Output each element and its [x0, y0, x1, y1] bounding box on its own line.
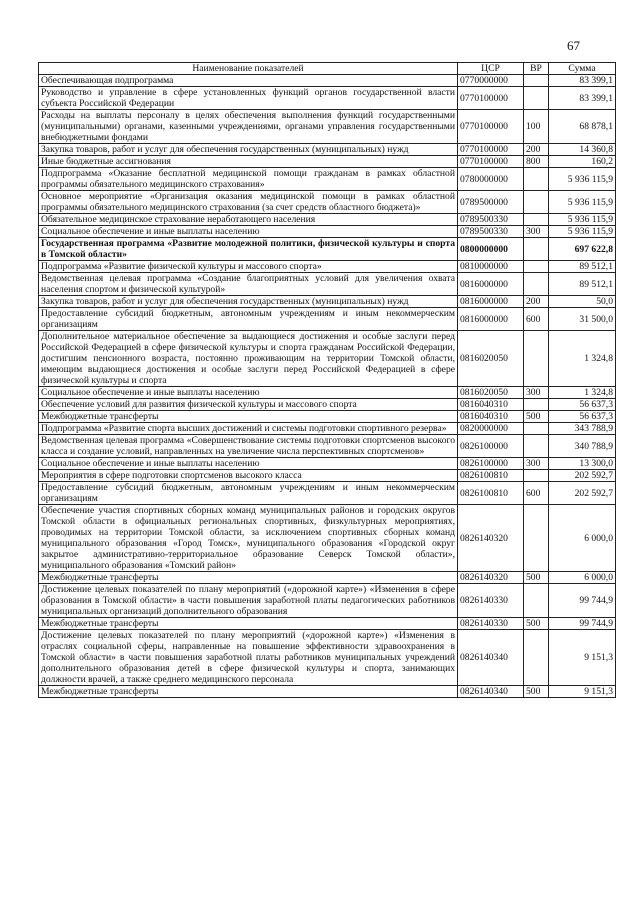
row-csr: 0826140320 [458, 505, 524, 572]
row-csr: 0770100000 [458, 156, 524, 168]
table-header-row [39, 63, 616, 75]
row-csr: 0816040310 [458, 399, 524, 411]
row-vr [524, 630, 549, 686]
row-csr: 0770000000 [458, 75, 524, 87]
table-row [39, 273, 616, 296]
row-csr: 0789500000 [458, 191, 524, 214]
row-csr: 0816000000 [458, 273, 524, 296]
row-vr: 300 [524, 387, 549, 399]
table-row [39, 144, 616, 156]
table-row [39, 387, 616, 399]
table-row [39, 296, 616, 308]
budget-table [38, 62, 616, 698]
row-name: Обеспечивающая подпрограмма [39, 75, 458, 87]
row-csr: 0816020050 [458, 387, 524, 399]
row-vr [524, 423, 549, 435]
row-sum: 5 936 115,9 [549, 214, 616, 226]
row-sum: 83 399,1 [549, 87, 616, 110]
row-csr: 0800000000 [458, 238, 524, 261]
row-name: Расходы на выплаты персоналу в целях обеспечения выполнения функций государственными (муниципальными) органами, казенными учреждениями, органами управления государственными внебюджетными фондами [39, 110, 458, 144]
row-csr: 0770100000 [458, 87, 524, 110]
table-row [39, 261, 616, 273]
row-sum: 343 788,9 [549, 423, 616, 435]
row-name: Социальное обеспечение и иные выплаты населению [39, 226, 458, 238]
row-name: Достижение целевых показателей по плану мероприятий («дорожной карте») «Изменения в отраслях социальной сферы, направленные на повышение эффективности здравоохранения в Томской области» в части повышения заработной платы работников муниципальных учреждений дополнительного образования детей в сфере физической культуры и спорта, занимающих должности врачей, а также среднего медицинского персонала [39, 630, 458, 686]
row-sum: 31 500,0 [549, 308, 616, 331]
row-sum: 160,2 [549, 156, 616, 168]
row-name: Иные бюджетные ассигнования [39, 156, 458, 168]
table-row [39, 214, 616, 226]
row-name: Обеспечение условий для развития физической культуры и массового спорта [39, 399, 458, 411]
row-vr [524, 584, 549, 618]
row-vr [524, 168, 549, 191]
row-vr [524, 261, 549, 273]
row-sum: 50,0 [549, 296, 616, 308]
table-row [39, 331, 616, 387]
row-name: Подпрограмма «Развитие спорта высших достижений и системы подготовки спортивного резерва» [39, 423, 458, 435]
row-sum: 5 936 115,9 [549, 226, 616, 238]
row-sum: 202 592,7 [549, 470, 616, 482]
row-vr [524, 505, 549, 572]
row-csr: 0789500330 [458, 214, 524, 226]
row-csr: 0816000000 [458, 308, 524, 331]
row-sum: 13 300,0 [549, 458, 616, 470]
row-vr [524, 435, 549, 458]
row-sum: 89 512,1 [549, 273, 616, 296]
row-csr: 0826100000 [458, 458, 524, 470]
row-name: Ведомственная целевая программа «Создание благоприятных условий для увеличения охвата населения спортом и физической культурой» [39, 273, 458, 296]
row-name: Закупка товаров, работ и услуг для обеспечения государственных (муниципальных) нужд [39, 296, 458, 308]
row-name: Социальное обеспечение и иные выплаты населению [39, 387, 458, 399]
row-sum: 99 744,9 [549, 618, 616, 630]
row-csr: 0826140330 [458, 584, 524, 618]
row-name: Руководство и управление в сфере установленных функций органов государственной власти субъекта Российской Федерации [39, 87, 458, 110]
row-vr: 500 [524, 411, 549, 423]
table-row [39, 191, 616, 214]
row-csr: 0810000000 [458, 261, 524, 273]
header-vr: ВР [524, 63, 549, 75]
table-row [39, 482, 616, 505]
row-vr: 100 [524, 110, 549, 144]
table-row [39, 110, 616, 144]
row-csr: 0770100000 [458, 110, 524, 144]
row-sum: 83 399,1 [549, 75, 616, 87]
row-name: Предоставление субсидий бюджетным, автономным учреждениям и иным некоммерческим организациям [39, 482, 458, 505]
row-name: Социальное обеспечение и иные выплаты населению [39, 458, 458, 470]
row-sum: 340 788,9 [549, 435, 616, 458]
row-vr [524, 238, 549, 261]
row-sum: 697 622,8 [549, 238, 616, 261]
row-csr: 0770100000 [458, 144, 524, 156]
page-number: 67 [567, 38, 580, 53]
row-csr: 0826100810 [458, 470, 524, 482]
row-vr [524, 470, 549, 482]
row-sum: 1 324,8 [549, 387, 616, 399]
row-csr: 0826140340 [458, 630, 524, 686]
row-sum: 14 360,8 [549, 144, 616, 156]
row-sum: 9 151,3 [549, 686, 616, 698]
row-vr [524, 87, 549, 110]
table-row [39, 572, 616, 584]
row-csr: 0816040310 [458, 411, 524, 423]
row-name: Закупка товаров, работ и услуг для обеспечения государственных (муниципальных) нужд [39, 144, 458, 156]
row-vr: 500 [524, 572, 549, 584]
table-row [39, 168, 616, 191]
row-vr: 200 [524, 296, 549, 308]
row-vr: 300 [524, 226, 549, 238]
row-sum: 56 637,3 [549, 411, 616, 423]
row-name: Межбюджетные трансферты [39, 572, 458, 584]
row-csr: 0789500330 [458, 226, 524, 238]
row-vr [524, 75, 549, 87]
row-vr: 800 [524, 156, 549, 168]
row-sum: 68 878,1 [549, 110, 616, 144]
row-vr: 600 [524, 308, 549, 331]
table-row [39, 399, 616, 411]
row-csr: 0826140340 [458, 686, 524, 698]
table-row [39, 470, 616, 482]
row-csr: 0826100810 [458, 482, 524, 505]
row-vr: 300 [524, 458, 549, 470]
header-name: Наименование показателей [39, 63, 458, 75]
table-row [39, 87, 616, 110]
table-row [39, 238, 616, 261]
table-row [39, 686, 616, 698]
row-csr: 0826140320 [458, 572, 524, 584]
row-csr: 0826140330 [458, 618, 524, 630]
row-name: Мероприятия в сфере подготовки спортсменов высокого класса [39, 470, 458, 482]
row-csr: 0816020050 [458, 331, 524, 387]
table-row [39, 423, 616, 435]
table-row [39, 75, 616, 87]
table-row [39, 226, 616, 238]
row-sum: 99 744,9 [549, 584, 616, 618]
table-row [39, 411, 616, 423]
row-sum: 6 000,0 [549, 572, 616, 584]
row-name: Межбюджетные трансферты [39, 411, 458, 423]
row-sum: 202 592,7 [549, 482, 616, 505]
row-name: Предоставление субсидий бюджетным, автономным учреждениям и иным некоммерческим организациям [39, 308, 458, 331]
row-sum: 9 151,3 [549, 630, 616, 686]
table-row [39, 618, 616, 630]
row-sum: 89 512,1 [549, 261, 616, 273]
row-csr: 0780000000 [458, 168, 524, 191]
row-name: Межбюджетные трансферты [39, 618, 458, 630]
row-vr: 600 [524, 482, 549, 505]
row-name: Межбюджетные трансферты [39, 686, 458, 698]
row-sum: 56 637,3 [549, 399, 616, 411]
row-name: Обеспечение участия спортивных сборных команд муниципальных районов и городских округов Томской области в официальных региональных спортивных, физкультурных мероприятиях, проводимых на территории Томской области, за исключением спортивных сборных команд муниципального образования «Город Томск», муниципального образования «Городской округ закрытое административно-территориальное образование Северск Томской области», муниципального образования «Томский район» [39, 505, 458, 572]
row-name: Достижение целевых показателей по плану мероприятий («дорожной карте») «Изменения в сфере образования в Томской области» в части повышения заработной платы педагогических работников муниципальных организаций дополнительного образования [39, 584, 458, 618]
row-vr [524, 191, 549, 214]
row-vr: 500 [524, 618, 549, 630]
row-vr: 500 [524, 686, 549, 698]
row-name: Обязательное медицинское страхование неработающего населения [39, 214, 458, 226]
row-name: Государственная программа «Развитие молодежной политики, физической культуры и спорта в Томской области» [39, 238, 458, 261]
row-sum: 5 936 115,9 [549, 191, 616, 214]
row-vr [524, 399, 549, 411]
header-csr: ЦСР [458, 63, 524, 75]
row-name: Подпрограмма «Оказание бесплатной медицинской помощи гражданам в рамках областной программы обязательного медицинского страхования» [39, 168, 458, 191]
table-row [39, 630, 616, 686]
row-vr [524, 331, 549, 387]
row-name: Дополнительное материальное обеспечение за выдающиеся достижения и особые заслуги перед Российской Федерацией в сфере физической культуры и спорта гражданам Российской Федерации, достигшим пенсионного возраста, постоянно проживающим на территории Томской области, имеющим выдающиеся достижения и особые заслуги перед Российской Федерацией в сфере физической культуры и спорта [39, 331, 458, 387]
table-row [39, 156, 616, 168]
row-csr: 0826100000 [458, 435, 524, 458]
table-row [39, 584, 616, 618]
row-sum: 6 000,0 [549, 505, 616, 572]
table-row [39, 458, 616, 470]
table-row [39, 308, 616, 331]
table-body [39, 75, 616, 698]
header-sum: Сумма [549, 63, 616, 75]
table-row [39, 505, 616, 572]
row-name: Ведомственная целевая программа «Совершенствование системы подготовки спортсменов высокого класса и создание условий, направленных на увеличение числа перспективных спортсменов» [39, 435, 458, 458]
row-name: Основное мероприятие «Организация оказания медицинской помощи в рамках областной программы обязательного медицинского страхования (за счет средств областного бюджета)» [39, 191, 458, 214]
table-row [39, 435, 616, 458]
row-name: Подпрограмма «Развитие физической культуры и массового спорта» [39, 261, 458, 273]
row-vr: 200 [524, 144, 549, 156]
row-sum: 1 324,8 [549, 331, 616, 387]
row-csr: 0816000000 [458, 296, 524, 308]
row-vr [524, 273, 549, 296]
row-csr: 0820000000 [458, 423, 524, 435]
row-sum: 5 936 115,9 [549, 168, 616, 191]
row-vr [524, 214, 549, 226]
